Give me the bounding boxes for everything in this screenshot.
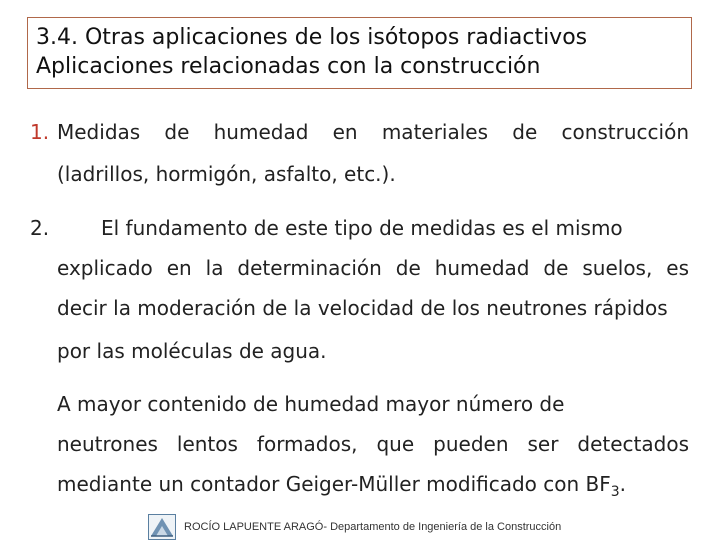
- item-1-line-2: (ladrillos, hormigón, asfalto, etc.).: [57, 162, 396, 186]
- paragraph-line-3-text: mediante un contador Geiger-Müller modificado con BF: [57, 472, 611, 496]
- item-2-line-3: decir la moderación de la velocidad de los neutrones rápidos: [57, 296, 668, 320]
- paragraph-line-3: [57, 472, 626, 500]
- paragraph-line-2: neutrones lentos formados, que pueden ser detectados: [57, 432, 689, 456]
- paragraph-line-1: A mayor contenido de humedad mayor número de: [57, 392, 565, 416]
- university-logo-icon: [148, 514, 176, 540]
- slide-title: 3.4. Otras aplicaciones de los isótopos radiactivos: [36, 25, 588, 50]
- footer: [148, 512, 561, 542]
- footer-credit: ROCÍO LAPUENTE ARAGÓ- Departamento de Ingeniería de la Construcción: [184, 521, 562, 533]
- slide-subtitle: Aplicaciones relacionadas con la construcción: [36, 54, 541, 79]
- item-2-line-4: por las moléculas de agua.: [57, 339, 327, 363]
- list-number-1: 1.: [30, 120, 50, 144]
- item-2-line-1: El fundamento de este tipo de medidas es el mismo: [101, 216, 623, 240]
- bf3-subscript: 3: [610, 484, 620, 500]
- paragraph-end: .: [619, 472, 627, 496]
- list-number-2: 2.: [30, 216, 50, 240]
- item-2-line-2: explicado en la determinación de humedad de suelos, es: [57, 256, 689, 280]
- item-1-line-1: Medidas de humedad en materiales de construcción: [57, 120, 689, 144]
